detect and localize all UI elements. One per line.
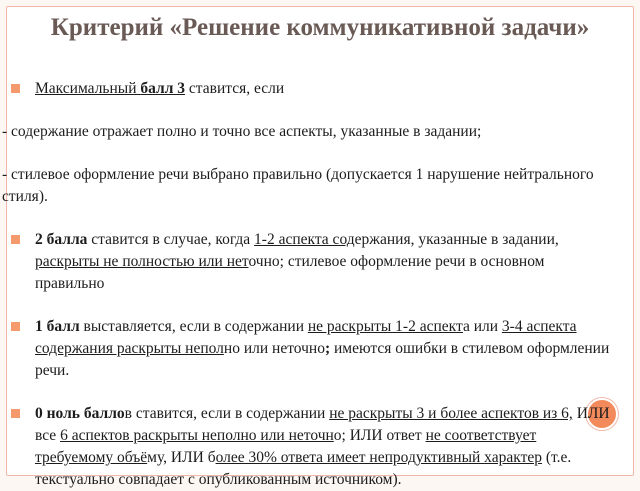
slide-title: Критерий «Решение коммуникативной задачи» — [50, 14, 590, 41]
slide-content — [0, 78, 636, 491]
criterion-content: - содержание отражает полно и точно все аспекты, указанные в задании; — [2, 123, 482, 140]
bullet-icon — [11, 235, 20, 244]
bullet-icon — [11, 409, 20, 418]
bullet-max-score — [0, 78, 636, 100]
bullet-1-point: 1 балл выставляется, если в содержании не раскрыты 1-2 аспекта или 3-4 аспекта содержания раскрыты неполно или неточно; имеются ошибки в стилевом оформлении речи. — [0, 316, 636, 382]
bullet-icon — [11, 84, 20, 93]
max-label: Максимальный — [35, 80, 141, 97]
criterion-style: - стилевое оформление речи выбрано правильно (допускается 1 нарушение нейтрального стиля). — [2, 166, 594, 205]
bullet-0-points: 0 ноль баллов ставится, если в содержании не раскрыты 3 и более аспектов из 6, ИЛИ все 6 аспектов раскрыты неполно или неточно; ИЛИ ответ не соответствует требуемому объёму, ИЛИ более 30% ответа имеет непродуктивный характер (т.е. текстуально совпадает с опубликованным источником). — [0, 403, 636, 491]
max-score: балл 3 — [140, 80, 186, 97]
bullet-2-points: 2 балла ставится в случае, когда 1-2 аспекта содержания, указанные в задании, раскрыты не полностью или неточно; стилевое оформление речи в основном правильно — [0, 229, 636, 295]
max-condition: ставится, если — [185, 80, 285, 97]
bullet-icon — [11, 322, 20, 331]
